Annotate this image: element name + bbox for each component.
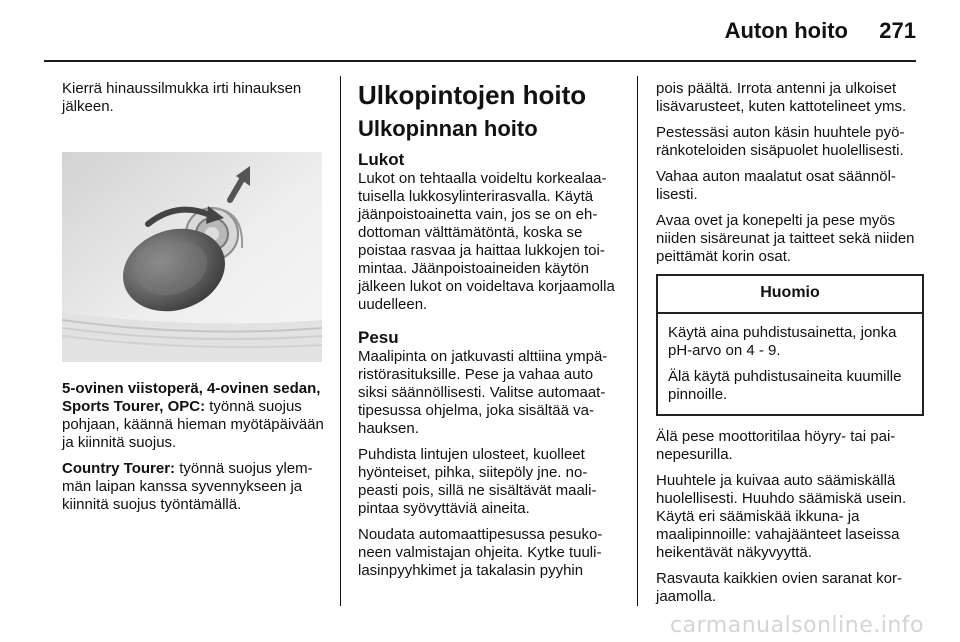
- instruction-country-tourer: [62, 460, 324, 514]
- notice-title: Huomio: [658, 276, 922, 314]
- notice-line-2: Älä käytä puhdistusaineita kuumille pinnoille.: [668, 368, 902, 403]
- column-right: [656, 80, 924, 614]
- washing-paragraph-9: Huuhtele ja kuivaa auto säämiskällä huolellisesti. Huuhdo säämiskä usein. Käytä eri säämiskää ikkuna- ja maalipinnoille: vahajäänteet laseissa heikentävät näkyvyyttä.: [656, 472, 907, 561]
- section-title: Auton hoito: [724, 18, 848, 43]
- column-middle: [358, 80, 620, 588]
- washing-paragraph-4: pois päältä. Irrota antenni ja ulkoiset lisävarusteet, kuten kattotelineet yms.: [656, 80, 907, 115]
- washing-paragraph-3: Noudata automaattipesussa pesukoneen valmistajan ohjeita. Kytke tuulilasinpyyhkimet ja takalasin pyyhin: [358, 526, 603, 579]
- model-label-sedan: 5-ovinen viistoperä, 4-ovinen sedan, Sports Tourer, OPC:: [62, 380, 321, 415]
- heading-washing: Pesu: [358, 328, 399, 347]
- notice-box: [656, 274, 924, 416]
- locks-paragraph: Lukot on tehtaalla voideltu korkealaatuisella lukkosylinterirasvalla. Käytä jäänpoistoainetta vain, jos se on ehdottoman välttämätöntä, koska se poistaa rasvaa ja haittaa lukkojen toimintaa. Jäänpoistoaineiden käytön jälkeen lukot on voideltava korjaamolla uudelleen.: [358, 170, 615, 313]
- notice-line-1: Käytä aina puhdistusainetta, jonka pH-arvo on 4 - 9.: [668, 324, 897, 359]
- column-divider-2: [637, 76, 638, 606]
- washing-paragraph-8: Älä pese moottoritilaa höyry- tai painepesurilla.: [656, 428, 896, 463]
- washing-paragraph-10: Rasvauta kaikkien ovien saranat korjaamolla.: [656, 570, 902, 605]
- intro-paragraph: Kierrä hinaussilmukka irti hinauksen jälkeen.: [62, 80, 302, 115]
- washing-paragraph-2: Puhdista lintujen ulosteet, kuolleet hyönteiset, pihka, siitepöly jne. nopeasti pois, sillä ne sisältävät maalipintaa syövyttäviä aineita.: [358, 446, 597, 517]
- heading-exterior-surface-care: Ulkopinnan hoito: [358, 116, 538, 141]
- washing-paragraph-7: Avaa ovet ja konepelti ja pese myös niiden sisäreunat ja taitteet sekä niiden peittämät korin osat.: [656, 212, 915, 265]
- heading-exterior-care: Ulkopintojen hoito: [358, 80, 587, 110]
- watermark: carmanualsonline.info: [670, 613, 924, 638]
- washing-paragraph-6: Vahaa auton maalatut osat säännöllisesti.: [656, 168, 896, 203]
- model-label-country-tourer: Country Tourer:: [62, 460, 176, 477]
- washing-paragraph-5: Pestessäsi auton käsin huuhtele pyöränkoteloiden sisäpuolet huolellisesti.: [656, 124, 905, 159]
- page-number: 271: [879, 18, 916, 43]
- notice-body: [658, 314, 922, 414]
- heading-locks: Lukot: [358, 150, 405, 169]
- instruction-sedan-text: työnnä suojus pohjaan, käännä hieman myötäpäivään ja kiinnitä suojus.: [62, 398, 324, 451]
- column-divider-1: [340, 76, 341, 606]
- instruction-sedan: [62, 380, 324, 452]
- washing-paragraph-1: Maalipinta on jatkuvasti alttiina ympäristörasituksille. Pese ja vahaa auto siksi säännöllisesti. Valitse automaattipesussa ohjelma, joka sisältää vahauksen.: [358, 348, 608, 437]
- instruction-country-tourer-text: työnnä suojus ylemmän laipan kanssa syvennykseen ja kiinnitä suojus työntämällä.: [62, 460, 313, 513]
- header-divider: [44, 60, 916, 62]
- tow-eye-cover-illustration: [62, 152, 322, 362]
- column-left: [62, 80, 324, 522]
